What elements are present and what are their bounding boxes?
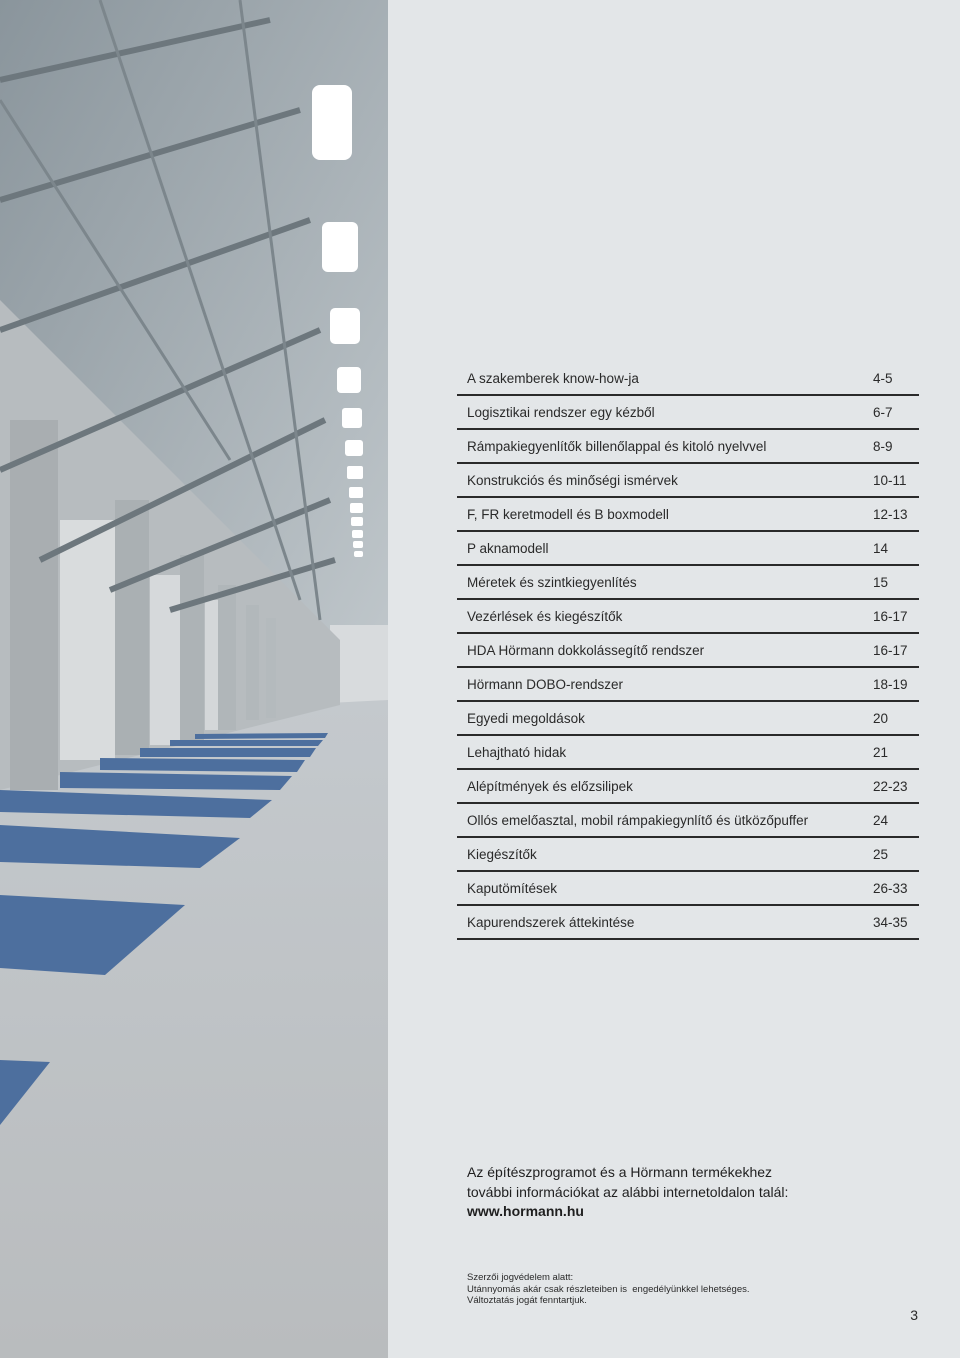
toc-title: Vezérlések és kiegészítők: [467, 609, 623, 624]
content-panel: [388, 0, 960, 1358]
toc-pages: 15: [873, 575, 889, 590]
toc-pages: 16-17: [873, 643, 908, 658]
website-link[interactable]: www.hormann.hu: [467, 1203, 584, 1219]
toc-entry: [457, 668, 919, 702]
copyright-line: Szerzői jogvédelem alatt:: [467, 1272, 574, 1283]
copyright-line: Változtatás jogát fenntartjuk.: [467, 1295, 587, 1306]
toc-entry: [457, 872, 919, 906]
toc-title: Konstrukciós és minőségi ismérvek: [467, 473, 678, 488]
toc-entry: [457, 464, 919, 498]
info-text: [467, 1163, 887, 1222]
toc-title: P aknamodell: [467, 541, 549, 556]
page-number: 3: [910, 1307, 918, 1323]
toc-pages: 25: [873, 847, 889, 862]
table-of-contents: [457, 362, 919, 940]
toc-pages: 21: [873, 745, 889, 760]
info-line: további információkat az alábbi internetoldalon talál:: [467, 1183, 789, 1200]
toc-pages: 6-7: [873, 405, 893, 420]
toc-pages: 26-33: [873, 881, 908, 896]
toc-entry: [457, 396, 919, 430]
toc-entry: [457, 804, 919, 838]
toc-pages: 8-9: [873, 439, 893, 454]
toc-entry: [457, 498, 919, 532]
toc-entry: [457, 600, 919, 634]
toc-title: Hörmann DOBO-rendszer: [467, 677, 624, 692]
toc-title: Ollós emelőasztal, mobil rámpakiegynlítő és ütközőpuffer: [467, 813, 809, 828]
warehouse-photo: [0, 0, 388, 1358]
toc-title: A szakemberek know-how-ja: [467, 371, 639, 386]
toc-title: Alépítmények és előzsilipek: [467, 779, 633, 794]
toc-title: Méretek és szintkiegyenlítés: [467, 575, 637, 590]
toc-title: Logisztikai rendszer egy kézből: [467, 405, 655, 420]
toc-pages: 24: [873, 813, 889, 828]
toc-title: Kapurendszerek áttekintése: [467, 915, 635, 930]
toc-pages: 20: [873, 711, 889, 726]
toc-title: Egyedi megoldások: [467, 711, 585, 726]
toc-pages: 18-19: [873, 677, 908, 692]
toc-entry: [457, 532, 919, 566]
toc-entry: [457, 838, 919, 872]
copyright-line: Utánnyomás akár csak részleteiben is engedélyünkkel lehetséges.: [467, 1283, 750, 1295]
toc-entry: [457, 566, 919, 600]
copyright-notice: [467, 1272, 887, 1307]
toc-entry: [457, 702, 919, 736]
toc-entry: [457, 736, 919, 770]
toc-title: Rámpakiegyenlítők billenőlappal és kitoló nyelvvel: [467, 439, 767, 454]
toc-pages: 4-5: [873, 371, 893, 386]
toc-pages: 34-35: [873, 915, 908, 930]
info-line: Az építészprogramot és a Hörmann termékekhez: [467, 1164, 773, 1180]
toc-entry: [457, 430, 919, 464]
toc-entry: [457, 906, 919, 940]
toc-entry: [457, 362, 919, 396]
toc-title: Kaputömítések: [467, 881, 558, 896]
toc-pages: 10-11: [873, 473, 907, 488]
toc-title: F, FR keretmodell és B boxmodell: [467, 507, 669, 522]
toc-title: Lehajtható hidak: [467, 745, 567, 760]
toc-title: HDA Hörmann dokkolássegítő rendszer: [467, 643, 705, 658]
toc-pages: 12-13: [873, 507, 908, 522]
toc-pages: 22-23: [873, 779, 908, 794]
warehouse-image-icon: [0, 0, 388, 1358]
toc-pages: 14: [873, 541, 889, 556]
toc-title: Kiegészítők: [467, 847, 537, 862]
toc-pages: 16-17: [873, 609, 908, 624]
toc-entry: [457, 770, 919, 804]
toc-entry: [457, 634, 919, 668]
